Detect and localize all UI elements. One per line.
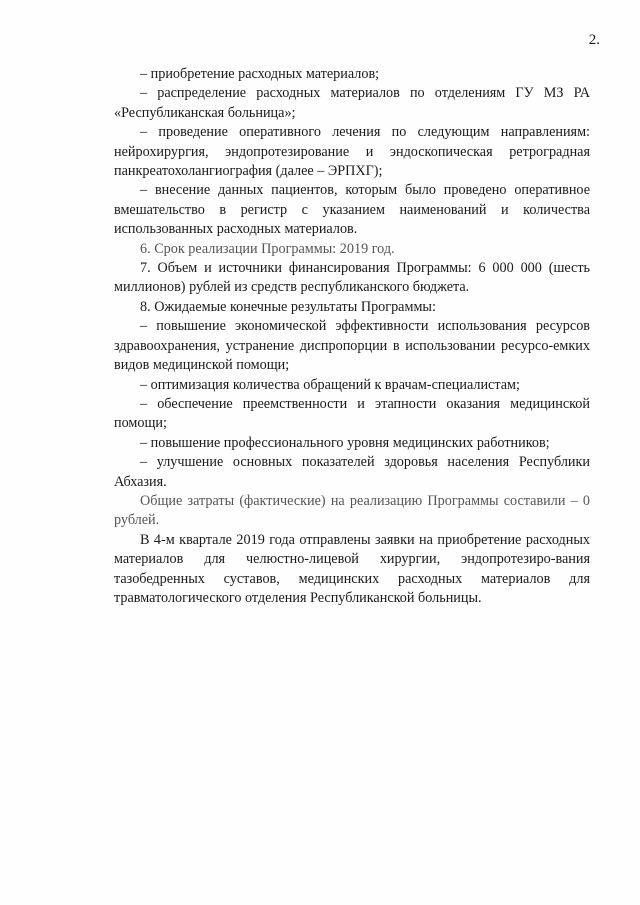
- paragraph-specialist-visits: – оптимизация количества обращений к врачам-специалистам;: [140, 376, 520, 393]
- paragraph-patient-registry: – внесение данных пациентов, которым было проведено оперативное вмешательство в регистр с указанием наименований и количества использованных расходных материалов.: [114, 182, 590, 238]
- paragraph-professional-level: – повышение профессионального уровня медицинских работников;: [140, 434, 550, 451]
- paragraph-expected-results-heading: 8. Ожидаемые конечные результаты Программы:: [140, 298, 436, 315]
- page-number: 2.: [588, 32, 600, 48]
- paragraph-total-costs: Общие затраты (фактические) на реализацию Программы составили – 0 рублей.: [114, 492, 590, 529]
- document-body: [114, 65, 590, 608]
- paragraph-q4-requests: В 4-м квартале 2019 года отправлены заявки на приобретение расходных материалов для челюстно-лицевой хирургии, эндопротезиро-вания тазобедренных суставов, медицинских расходных материалов для травматологического отделения Республиканской больницы.: [114, 531, 590, 606]
- paragraph-health-indicators: – улучшение основных показателей здоровья населения Республики Абхазия.: [114, 454, 590, 490]
- paragraph-efficiency: – повышение экономической эффективности использования ресурсов здравоохранения, устранение диспропорции в использовании ресурсо-емких видов медицинской помощи;: [114, 318, 590, 374]
- paragraph-surgical-treatment: – проведение оперативного лечения по следующим направлениям: нейрохирургия, эндопротезирование и эндоскопическая ретроградная панкреатохолангиография (далее – ЭРПХГ);: [114, 124, 590, 180]
- paragraph-program-term: 6. Срок реализации Программы: 2019 год.: [140, 240, 395, 257]
- paragraph-financing: 7. Объем и источники финансирования Программы: 6 000 000 (шесть миллионов) рублей из средств республиканского бюджета.: [114, 260, 590, 296]
- paragraph-continuity-of-care: – обеспечение преемственности и этапности оказания медицинской помощи;: [114, 395, 590, 432]
- paragraph-purchase-materials: – приобретение расходных материалов;: [140, 66, 380, 82]
- paragraph-distribution-materials: – распределение расходных материалов по отделениям ГУ МЗ РА «Республиканская больница»;: [114, 85, 590, 121]
